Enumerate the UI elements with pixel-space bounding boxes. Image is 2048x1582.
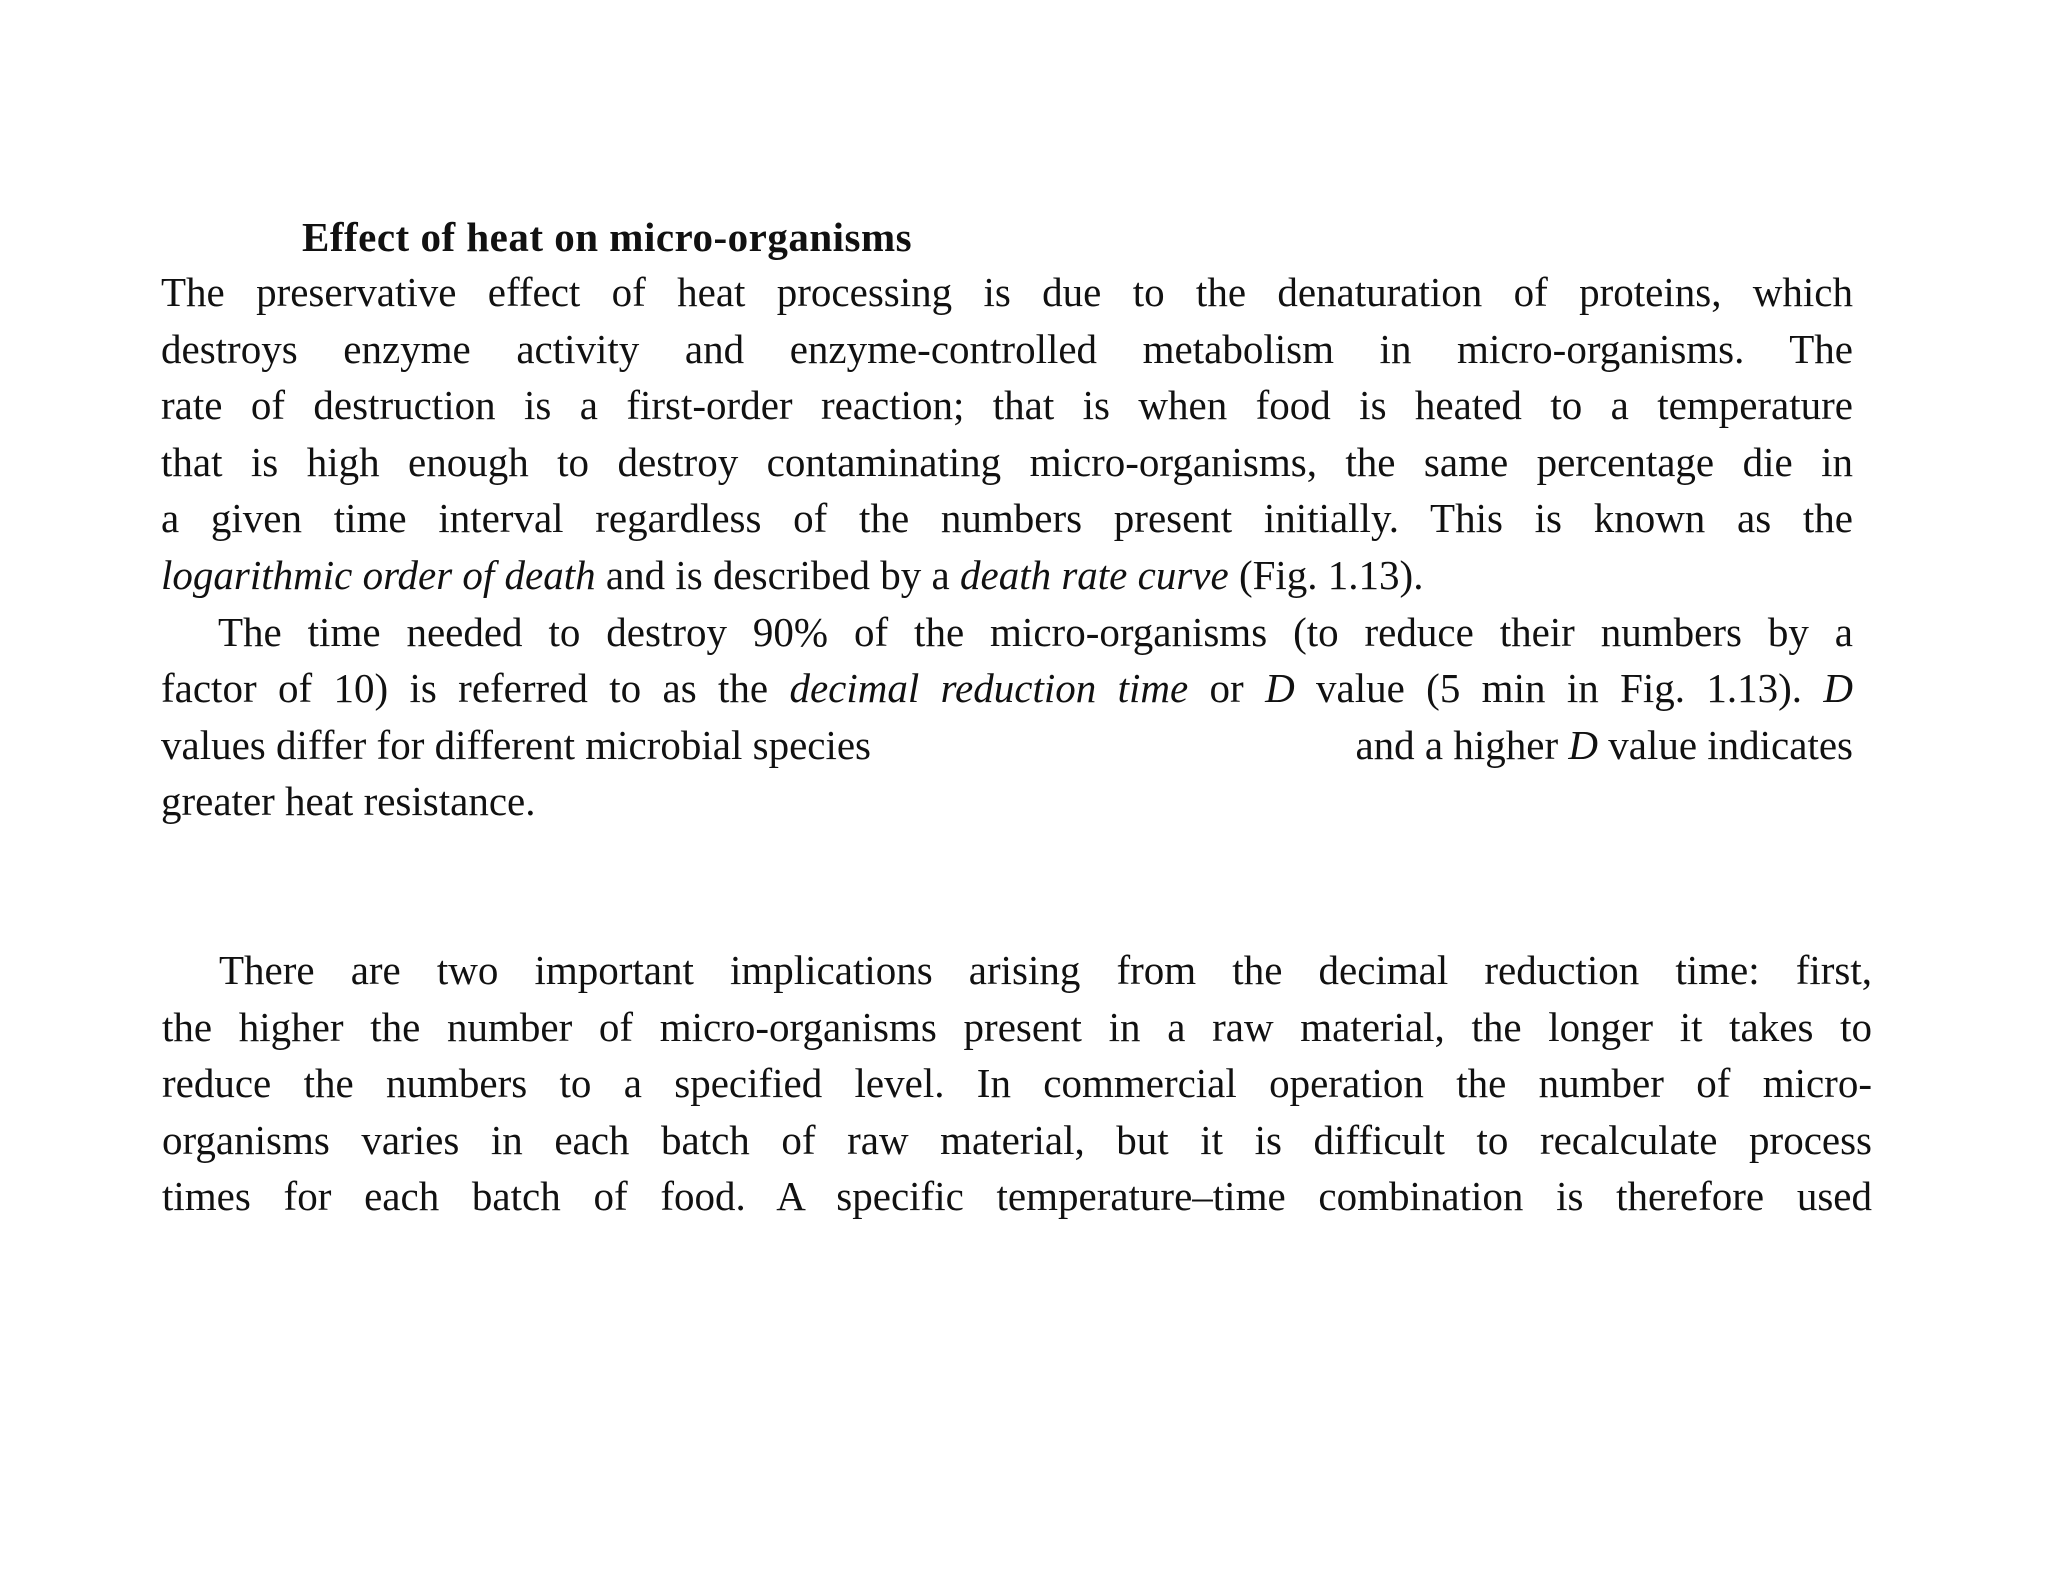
- paragraph-1-line-6: [161, 547, 1853, 604]
- paragraph-3-line-1: There are two important implications arising from the decimal reduction time: first,: [219, 947, 1872, 993]
- paragraph-1-line-6-mid: and is described by a: [595, 551, 960, 598]
- body-text-block-1: [161, 264, 1853, 830]
- paragraph-2-line-3-right: [1355, 717, 1853, 774]
- paragraph-1-line-1: The preservative effect of heat processing is due to the denaturation of proteins, which: [161, 269, 1853, 315]
- paragraph-2-line-3-left: values differ for different microbial species: [161, 721, 872, 768]
- paragraph-3-line-2: the higher the number of micro-organisms present in a raw material, the longer it takes to: [162, 1003, 1872, 1050]
- paragraph-2-line-2-start: factor of 10) is referred to as the: [161, 665, 790, 712]
- section-heading: Effect of heat on micro-organisms: [302, 214, 913, 260]
- paragraph-1-line-3: rate of destruction is a first-order reaction; that is when food is heated to a temperature: [161, 382, 1853, 429]
- paragraph-2-line-3: [161, 717, 1853, 774]
- paragraph-1-line-2: destroys enzyme activity and enzyme-controlled metabolism in micro-organisms. The: [161, 325, 1853, 372]
- symbol-d-higher: D: [1568, 721, 1598, 768]
- term-decimal-reduction-time: decimal reduction time: [789, 665, 1189, 712]
- symbol-d-value: D: [1265, 665, 1295, 712]
- body-text-block-2: [162, 942, 1872, 1225]
- paragraph-3-line-4: organisms varies in each batch of raw material, but it is difficult to recalculate process: [162, 1116, 1872, 1163]
- paragraph-2-line-1: The time needed to destroy 90% of the micro-organisms (to reduce their numbers by a: [218, 608, 1853, 655]
- paragraph-2: [161, 604, 1853, 830]
- paragraph-3: [162, 942, 1872, 1225]
- term-logarithmic-order-of-death: logarithmic order of death: [161, 551, 596, 598]
- paragraph-3-line-3: reduce the numbers to a specified level. In commercial operation the number of micro-: [162, 1060, 1872, 1107]
- term-death-rate-curve: death rate curve: [960, 551, 1229, 598]
- paragraph-2-line-2: [161, 660, 1853, 717]
- paragraph-2-line-4: greater heat resistance.: [161, 778, 536, 825]
- paragraph-1-line-5: a given time interval regardless of the numbers present initially. This is known as the: [161, 495, 1853, 542]
- paragraph-1: [161, 264, 1853, 604]
- paragraph-1-line-6-end: (Fig. 1.13).: [1228, 551, 1424, 598]
- paragraph-2-line-2-end: value (5 min in Fig. 1.13).: [1294, 665, 1824, 712]
- paragraph-2-line-2-mid: or: [1188, 665, 1266, 712]
- paragraph-2-line-3-right-end: value indicates: [1597, 721, 1853, 768]
- paragraph-1-line-4: that is high enough to destroy contaminating micro-organisms, the same percentage die in: [161, 438, 1853, 485]
- symbol-d: D: [1823, 665, 1854, 712]
- paragraph-3-line-5: times for each batch of food. A specific temperature–time combination is therefore used: [162, 1173, 1872, 1220]
- paragraph-2-line-3-right-start: and a higher: [1355, 721, 1569, 768]
